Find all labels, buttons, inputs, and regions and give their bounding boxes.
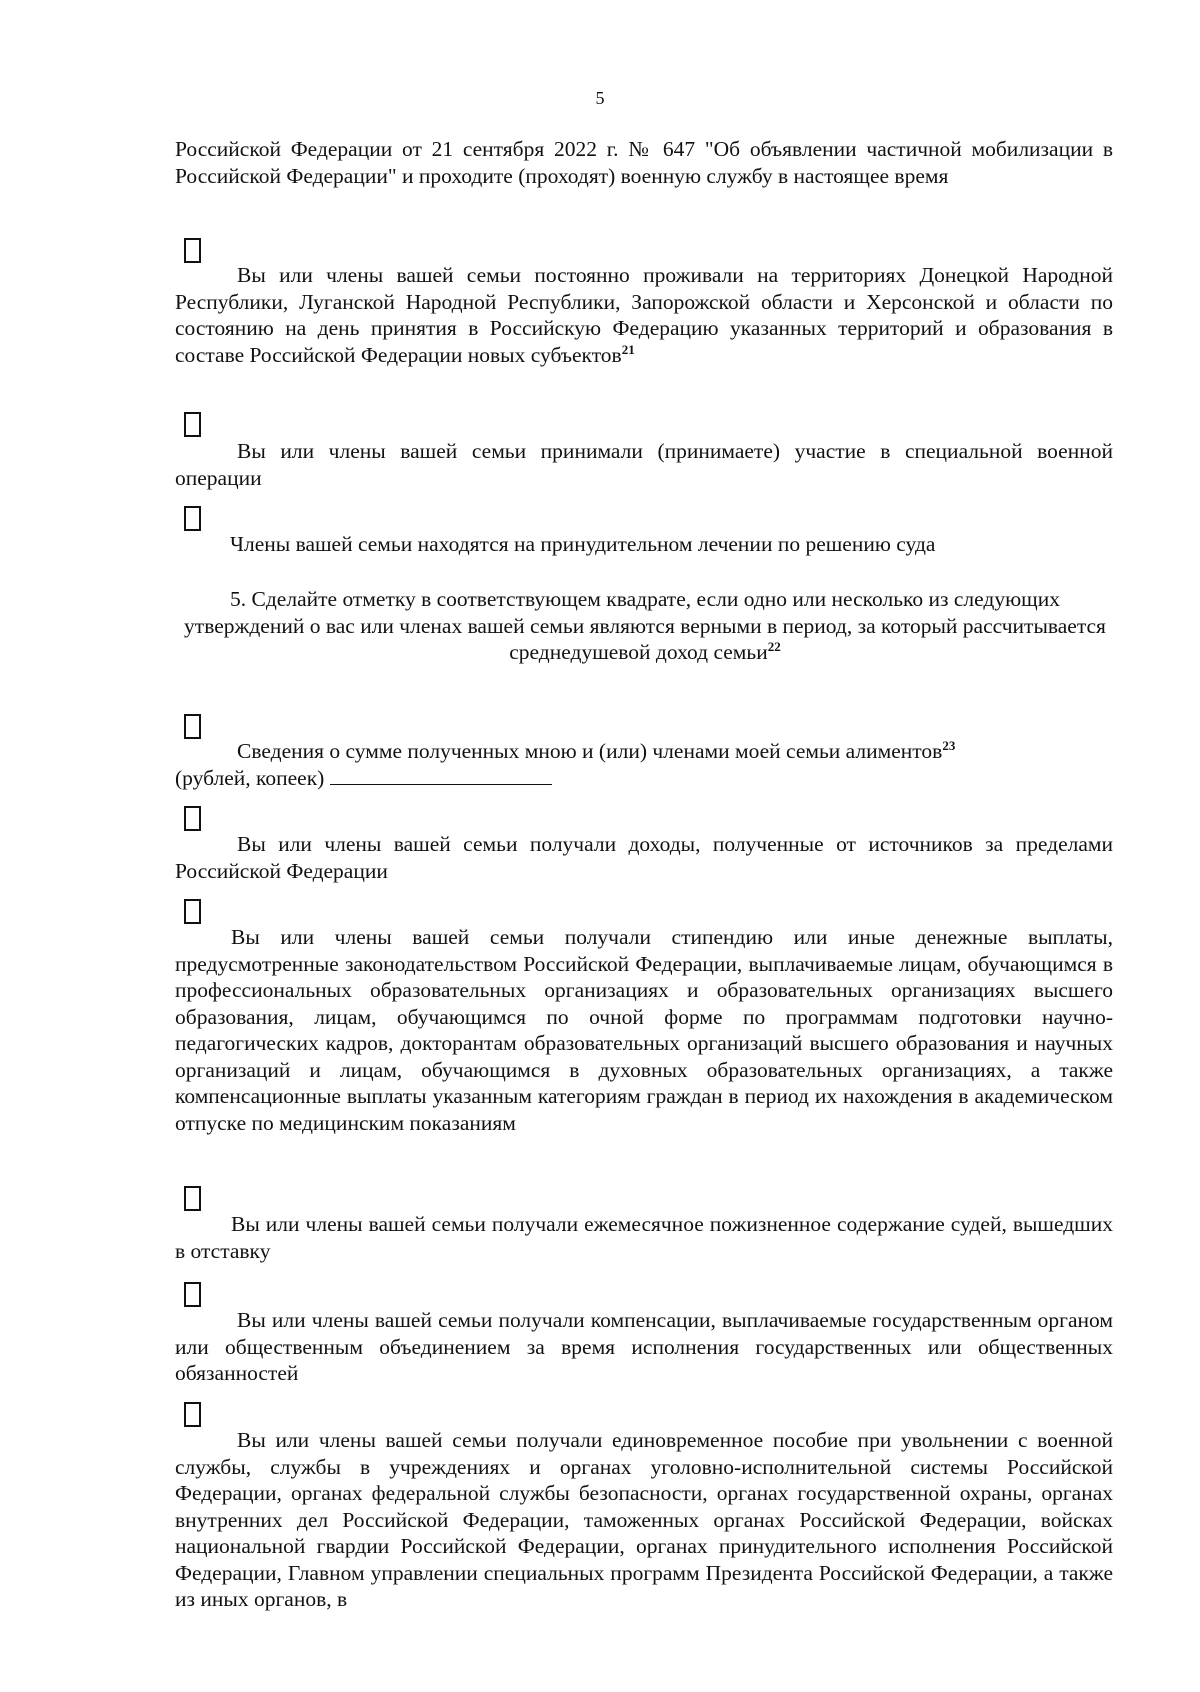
checkbox-dismissal-allowance[interactable] [184, 1402, 201, 1427]
footnote-ref-21: 21 [621, 341, 635, 357]
item-territories-residence-text: Вы или члены вашей семьи постоянно проживали на территориях Донецкой Народной Республики, Луганской Народной Республики, Запорожской области и Херсонской и области по состоянию на день принятия в Российскую Федерацию указанных территорий и образования в составе Российской Федерации новых субъектов [175, 263, 1113, 367]
alimony-amount-field[interactable] [330, 766, 552, 785]
intro-paragraph: Российской Федерации от 21 сентября 2022 г. № 647 "Об объявлении частичной мобилизации в Российской Федерации" и проходите (проходят) военную службу в настоящее время [175, 137, 1113, 188]
item-foreign-income [175, 831, 1113, 884]
item-public-duties-compensation [175, 1307, 1113, 1387]
item-alimony-text: Сведения о сумме полученных мною и (или) членами моей семьи алиментов [237, 739, 943, 763]
checkbox-foreign-income[interactable] [184, 806, 201, 831]
item-territories-residence [175, 262, 1113, 368]
item-foreign-income-text: Вы или члены вашей семьи получали доходы, полученные от источников за пределами Российской Федерации [175, 832, 1113, 883]
item-dismissal-allowance [175, 1427, 1113, 1613]
section-5-heading-text: 5. Сделайте отметку в соответствующем квадрате, если одно или несколько из следующих утверждений о вас или членах вашей семьи являются верными в период, за который рассчитывается среднедушевой доход семьи [184, 587, 1106, 664]
checkbox-territories-residence[interactable] [184, 238, 201, 263]
item-dismissal-allowance-text: Вы или члены вашей семьи получали единовременное пособие при увольнении с военной службы, службы в учреждениях и органах уголовно-исполнительной системы Российской Федерации, органах федеральной службы безопасности, органах государственной охраны, органах внутренних дел Российской Федерации, таможенных органах Российской Федерации, войсках национальной гвардии Российской Федерации, органах принудительного исполнения Российской Федерации, Главном управлении специальных программ Президента Российской Федерации, а также из иных органов, в [175, 1428, 1113, 1611]
item-compulsory-treatment [175, 531, 1113, 558]
section-5-heading [180, 586, 1110, 666]
page-number: 5 [595, 88, 605, 108]
footnote-ref-23: 23 [942, 738, 956, 753]
item-scholarship [175, 924, 1113, 1136]
item-special-operation [175, 438, 1113, 491]
item-special-operation-text: Вы или члены вашей семьи принимали (принимаете) участие в специальной военной операции [175, 439, 1113, 490]
checkbox-scholarship[interactable] [184, 899, 201, 924]
checkbox-public-duties-compensation[interactable] [184, 1282, 201, 1307]
item-judges-allowance [175, 1211, 1113, 1264]
checkbox-alimony[interactable] [184, 714, 201, 739]
alimony-units-label: (рублей, копеек) [175, 765, 325, 790]
checkbox-compulsory-treatment[interactable] [184, 506, 201, 531]
item-compulsory-treatment-text: Члены вашей семьи находятся на принудительном лечении по решению суда [230, 532, 936, 556]
checkbox-judges-allowance[interactable] [184, 1186, 201, 1211]
item-alimony [175, 738, 1113, 791]
item-public-duties-compensation-text: Вы или члены вашей семьи получали компенсации, выплачиваемые государственным органом или общественным объединением за время исполнения государственных или общественных обязанностей [175, 1308, 1113, 1385]
item-judges-allowance-text: Вы или члены вашей семьи получали ежемесячное пожизненное содержание судей, вышедших в отставку [175, 1212, 1113, 1263]
item-scholarship-text: Вы или члены вашей семьи получали стипендию или иные денежные выплаты, предусмотренные законодательством Российской Федерации, выплачиваемые лицам, обучающимся в профессиональных образовательных организациях и образовательных организациях высшего образования, лицам, обучающимся по очной форме по программам подготовки научно-педагогических кадров, докторантам образовательных организаций высшего образования и научных организаций и лицам, обучающимся в духовных образовательных организациях, а также компенсационные выплаты указанным категориям граждан в период их нахождения в академическом отпуске по медицинским показаниям [175, 925, 1113, 1135]
footnote-ref-22: 22 [767, 639, 781, 654]
checkbox-special-operation[interactable] [184, 412, 201, 437]
